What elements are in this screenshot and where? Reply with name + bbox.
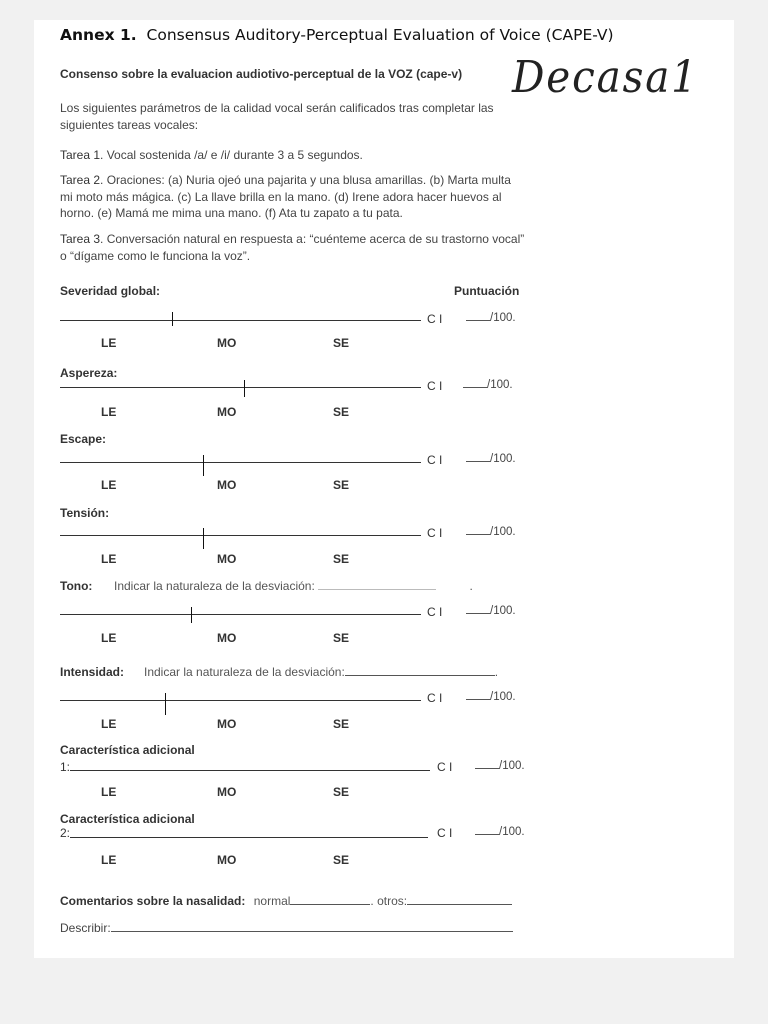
others-field[interactable] — [407, 904, 512, 905]
score-field[interactable]: /100. — [475, 826, 525, 838]
scale-mark-severity — [172, 312, 173, 326]
describe-row — [60, 921, 513, 935]
param-label-additional-1: Característica adicional — [60, 743, 195, 757]
normal-label: normal — [253, 894, 291, 908]
task-1: Tarea 1. Vocal sostenida /a/ e /i/ durante 3 a 5 segundos. — [60, 148, 363, 162]
others-label: . otros: — [370, 894, 408, 908]
anchor-le: LE — [101, 631, 117, 645]
additional-1-prefix: 1: — [60, 760, 71, 774]
score-field[interactable]: /100. — [466, 312, 516, 324]
anchor-mo: MO — [217, 631, 237, 645]
param-label-breathiness: Escape: — [60, 432, 107, 446]
anchor-mo: MO — [217, 405, 237, 419]
scale-line-strain[interactable] — [60, 535, 421, 536]
describe-label: Describir: — [60, 921, 111, 935]
scale-line-loudness[interactable] — [60, 700, 421, 701]
anchor-le: LE — [101, 478, 117, 492]
anchor-mo: MO — [217, 785, 237, 799]
loudness-deviation-note: Indicar la naturaleza de la desviación: . — [144, 665, 499, 679]
score-field[interactable]: /100. — [466, 605, 516, 617]
anchor-se: SE — [333, 405, 350, 419]
anchor-mo: MO — [217, 717, 237, 731]
anchor-mo: MO — [217, 552, 237, 566]
describe-field[interactable] — [111, 931, 513, 932]
anchor-le: LE — [101, 717, 117, 731]
param-label-loudness: Intensidad: — [60, 665, 125, 679]
anchor-se: SE — [333, 336, 350, 350]
score-field[interactable]: /100. — [475, 760, 525, 772]
additional-2-prefix: 2: — [60, 826, 71, 840]
scale-line-pitch[interactable] — [60, 614, 421, 615]
ci-label: C I — [427, 605, 443, 619]
anchor-se: SE — [333, 478, 350, 492]
anchor-se: SE — [333, 717, 350, 731]
anchor-le: LE — [101, 336, 117, 350]
ci-label: C I — [427, 312, 443, 326]
scale-mark-pitch — [191, 607, 192, 623]
ci-label: C I — [427, 453, 443, 467]
task-3: Tarea 3. Conversación natural en respuesta a: “cuénteme acerca de su trastorno vocal” o “dígame como le funciona la voz”. — [60, 232, 525, 263]
score-header: Puntuación — [454, 284, 520, 298]
anchor-le: LE — [101, 405, 117, 419]
param-label-strain: Tensión: — [60, 506, 110, 520]
ci-label: C I — [437, 760, 453, 774]
anchor-mo: MO — [217, 336, 237, 350]
form-subtitle: Consenso sobre la evaluacion audiotivo-perceptual de la VOZ (cape-v) — [60, 67, 463, 81]
ci-label: C I — [427, 691, 443, 705]
anchor-le: LE — [101, 853, 117, 867]
anchor-se: SE — [333, 552, 350, 566]
scale-mark-loudness — [165, 693, 166, 715]
anchor-se: SE — [333, 631, 350, 645]
intro-text: Los siguientes parámetros de la calidad vocal serán calificados tras completar las siguientes tareas vocales: — [60, 101, 494, 132]
param-label-severity: Severidad global: — [60, 284, 161, 298]
anchor-mo: MO — [217, 478, 237, 492]
ci-label: C I — [427, 379, 443, 393]
ci-label: C I — [427, 526, 443, 540]
normal-field[interactable] — [290, 904, 370, 905]
annex-title: Annex 1. Consensus Auditory-Perceptual Evaluation of Voice (CAPE-V) — [60, 26, 614, 44]
scale-mark-breathiness — [203, 455, 204, 476]
scale-mark-strain — [203, 528, 204, 549]
scale-line-roughness[interactable] — [60, 387, 421, 388]
scale-line-additional-1[interactable] — [70, 770, 430, 771]
task-2: Tarea 2. Oraciones: (a) Nuria ojeó una pajarita y una blusa amarillas. (b) Marta multa mi moto más mágica. (c) La llave brilla en la mano. (d) Irene adora hacer huevos al horno. (e) Mamá me mima una mano. (f) Ata tu zapato a tu pata. — [60, 173, 511, 220]
nasality-row — [60, 894, 512, 908]
scale-line-severity[interactable] — [60, 320, 421, 321]
anchor-le: LE — [101, 785, 117, 799]
nasality-label: Comentarios sobre la nasalidad: — [60, 894, 246, 908]
anchor-se: SE — [333, 853, 350, 867]
score-field[interactable]: /100. — [463, 379, 513, 391]
anchor-mo: MO — [217, 853, 237, 867]
handwritten-note: Decasa1 — [512, 52, 699, 103]
param-label-additional-2: Característica adicional — [60, 812, 195, 826]
param-label-pitch: Tono: — [60, 579, 93, 593]
anchor-se: SE — [333, 785, 350, 799]
param-label-roughness: Aspereza: — [60, 366, 118, 380]
scale-line-additional-2[interactable] — [70, 837, 428, 838]
score-field[interactable]: /100. — [466, 691, 516, 703]
score-field[interactable]: /100. — [466, 526, 516, 538]
scale-mark-roughness — [244, 380, 245, 397]
pitch-deviation-note: Indicar la naturaleza de la desviación: . — [114, 579, 473, 593]
ci-label: C I — [437, 826, 453, 840]
anchor-le: LE — [101, 552, 117, 566]
scale-line-breathiness[interactable] — [60, 462, 421, 463]
score-field[interactable]: /100. — [466, 453, 516, 465]
